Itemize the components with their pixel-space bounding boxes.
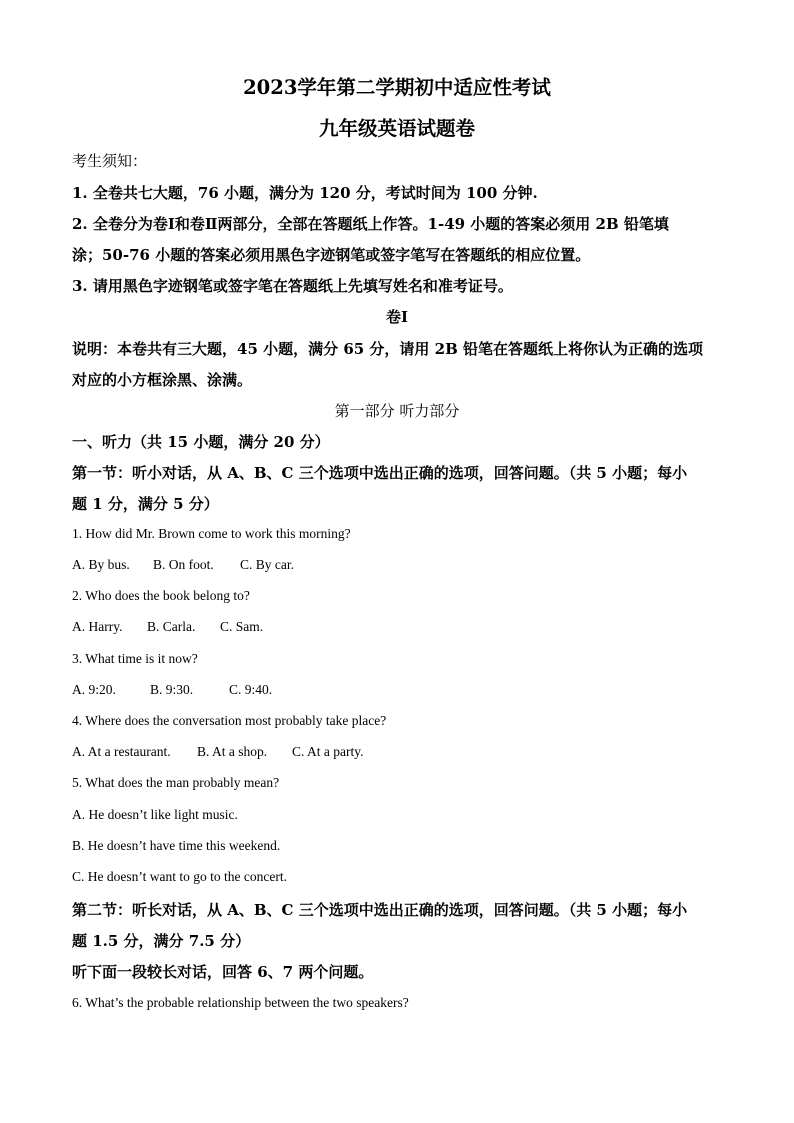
question-1-option-a: A. By bus. (72, 557, 130, 572)
section1-instruction-line2: 题 1 分，满分 5 分） (72, 495, 219, 513)
question-4-option-b: B. At a shop. (197, 744, 268, 759)
notice-item-3: 3. 请用黑色字迹钢笔或签字笔在答题纸上先填写姓名和准考证号。 (72, 277, 513, 295)
section1-instruction-line1: 第一节：听小对话，从 A、B、C 三个选项中选出正确的选项，回答问题。（共 5 小题；每小 (72, 464, 688, 482)
question-5-option-a: A. He doesn’t like light music. (72, 807, 238, 822)
exam-title: 2023学年第二学期初中适应性考试 (243, 76, 551, 99)
notice-item-2: 2. 全卷分为卷Ⅰ和卷Ⅱ两部分，全部在答题纸上作答。1-49 小题的答案必须用 2B 铅笔填 (72, 215, 669, 233)
volume-desc-line2: 对应的小方框涂黑、涂满。 (72, 371, 253, 389)
notice-heading: 考生须知： (72, 152, 148, 170)
volume-desc-line1: 说明：本卷共有三大题，45 小题，满分 65 分，请用 2B 铅笔在答题纸上将你认为正确的选项 (72, 340, 703, 358)
question-5-option-c: C. He doesn’t want to go to the concert. (72, 869, 287, 884)
question-2-option-a: A. Harry. (72, 619, 123, 634)
question-3-option-c: C. 9:40. (229, 682, 273, 697)
notice-item-2-cont: 涂；50-76 小题的答案必须用黑色字迹钢笔或签字笔写在答题纸的相应位置。 (72, 246, 591, 264)
question-4-option-c: C. At a party. (292, 744, 364, 759)
question-6: 6. What’s the probable relationship between the two speakers? (72, 995, 409, 1010)
question-4-option-a: A. At a restaurant. (72, 744, 171, 759)
question-5: 5. What does the man probably mean? (72, 775, 280, 790)
question-5-option-b: B. He doesn’t have time this weekend. (72, 838, 281, 853)
question-3-option-b: B. 9:30. (150, 682, 194, 697)
exam-subtitle: 九年级英语试题卷 (318, 117, 475, 140)
section-title: 一、听力（共 15 小题，满分 20 分） (72, 433, 330, 451)
question-4: 4. Where does the conversation most probably take place? (72, 713, 387, 728)
question-1-option-b: B. On foot. (153, 557, 214, 572)
question-2: 2. Who does the book belong to? (72, 588, 250, 603)
volume-label: 卷Ⅰ (385, 308, 409, 326)
section2-instruction-line2: 题 1.5 分，满分 7.5 分） (72, 932, 251, 950)
question-1: 1. How did Mr. Brown come to work this morning? (72, 526, 351, 541)
part-title: 第一部分 听力部分 (334, 402, 460, 420)
question-3-option-a: A. 9:20. (72, 682, 116, 697)
notice-item-1: 1. 全卷共七大题，76 小题，满分为 120 分，考试时间为 100 分钟. (72, 184, 538, 202)
question-1-option-c: C. By car. (240, 557, 294, 572)
question-3: 3. What time is it now? (72, 651, 198, 666)
question-2-option-c: C. Sam. (220, 619, 264, 634)
question-2-option-b: B. Carla. (147, 619, 196, 634)
section2-instruction-line1: 第二节：听长对话，从 A、B、C 三个选项中选出正确的选项，回答问题。（共 5 小题；每小 (72, 901, 688, 919)
section2-dialogue-instruction: 听下面一段较长对话，回答 6、7 两个问题。 (72, 963, 374, 981)
